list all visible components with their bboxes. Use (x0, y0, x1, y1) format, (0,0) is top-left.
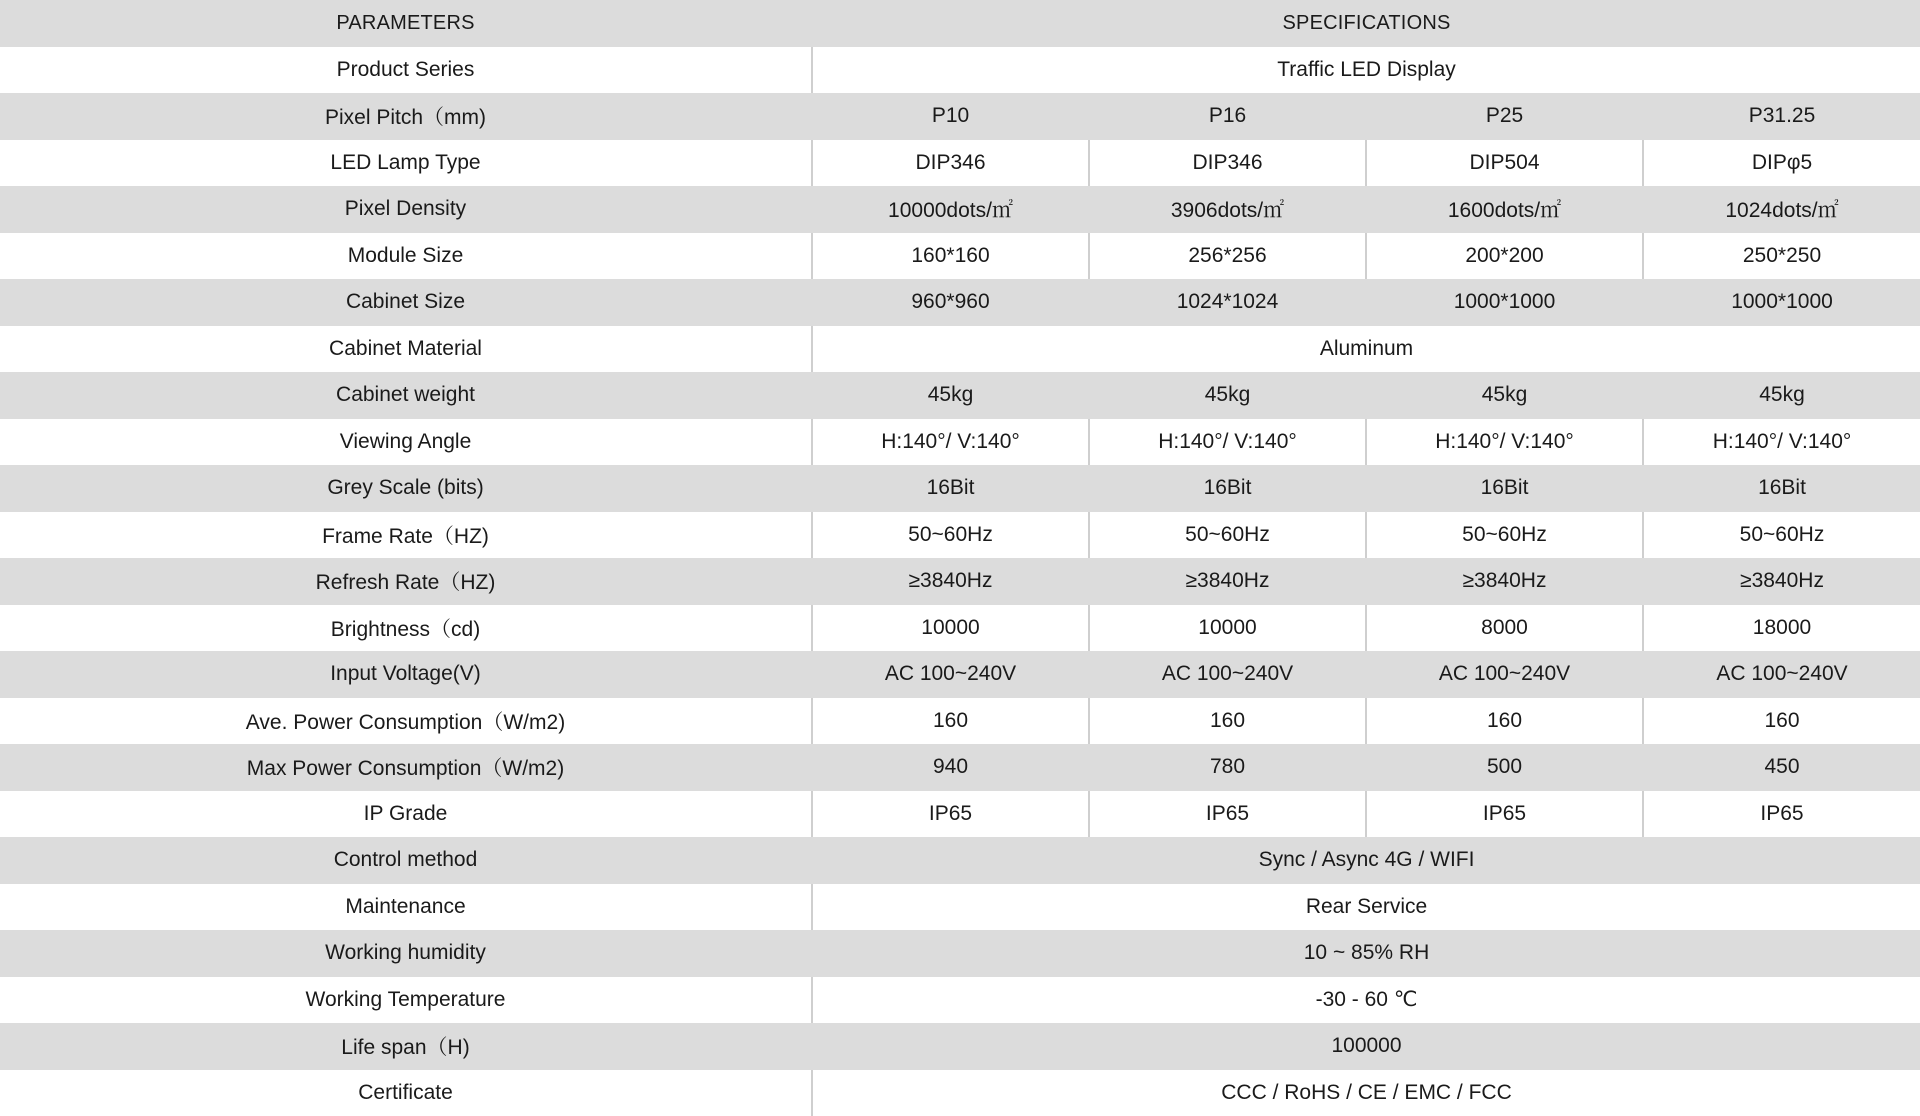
spec-value-cell: AC 100~240V (1643, 651, 1920, 698)
spec-value-cell: H:140°/ V:140° (1366, 419, 1643, 466)
param-name-cell: Cabinet Material (0, 326, 812, 373)
spec-value-cell-merged: 10 ~ 85% RH (812, 930, 1920, 977)
param-name-cell: Working Temperature (0, 977, 812, 1024)
table-row (0, 47, 1920, 94)
spec-value-cell: 940 (812, 744, 1089, 791)
spec-value-cell: 45kg (1089, 372, 1366, 419)
spec-value-cell: H:140°/ V:140° (812, 419, 1089, 466)
spec-value-cell: 160 (1643, 698, 1920, 745)
spec-value-cell-merged: Aluminum (812, 326, 1920, 373)
spec-value-cell: DIP346 (1089, 140, 1366, 187)
table-row (0, 651, 1920, 698)
header-specifications: SPECIFICATIONS (812, 0, 1920, 47)
spec-value-cell: 1024dots/㎡ (1643, 186, 1920, 233)
spec-value-cell: 1000*1000 (1366, 279, 1643, 326)
spec-value-cell: DIP346 (812, 140, 1089, 187)
table-row (0, 93, 1920, 140)
spec-value-cell: 3906dots/㎡ (1089, 186, 1366, 233)
table-header-row (0, 0, 1920, 47)
spec-value-cell: 10000dots/㎡ (812, 186, 1089, 233)
spec-value-cell: IP65 (812, 791, 1089, 838)
spec-value-cell: AC 100~240V (812, 651, 1089, 698)
param-name-cell: Product Series (0, 47, 812, 94)
spec-value-cell: ≥3840Hz (812, 558, 1089, 605)
spec-value-cell: ≥3840Hz (1643, 558, 1920, 605)
spec-value-cell: ≥3840Hz (1089, 558, 1366, 605)
table-row (0, 279, 1920, 326)
param-name-cell: Viewing Angle (0, 419, 812, 466)
spec-value-cell: 16Bit (812, 465, 1089, 512)
spec-value-cell: 250*250 (1643, 233, 1920, 280)
spec-value-cell: P16 (1089, 93, 1366, 140)
spec-value-cell: 450 (1643, 744, 1920, 791)
header-parameters: PARAMETERS (0, 0, 812, 47)
table-row (0, 186, 1920, 233)
param-name-cell: Life span（H) (0, 1023, 812, 1070)
param-name-cell: Refresh Rate（HZ) (0, 558, 812, 605)
spec-value-cell: 16Bit (1643, 465, 1920, 512)
spec-value-cell: 160 (1366, 698, 1643, 745)
spec-value-cell: 45kg (1643, 372, 1920, 419)
param-name-cell: Pixel Pitch（mm) (0, 93, 812, 140)
table-row (0, 930, 1920, 977)
spec-value-cell: 10000 (812, 605, 1089, 652)
spec-value-cell-merged: Sync / Async 4G / WIFI (812, 837, 1920, 884)
table-row (0, 837, 1920, 884)
table-row (0, 419, 1920, 466)
spec-value-cell-merged: 100000 (812, 1023, 1920, 1070)
spec-value-cell: DIP504 (1366, 140, 1643, 187)
param-name-cell: Cabinet weight (0, 372, 812, 419)
spec-value-cell: IP65 (1366, 791, 1643, 838)
spec-value-cell: IP65 (1643, 791, 1920, 838)
param-name-cell: Control method (0, 837, 812, 884)
param-name-cell: Grey Scale (bits) (0, 465, 812, 512)
table-row (0, 977, 1920, 1024)
spec-value-cell: 960*960 (812, 279, 1089, 326)
spec-value-cell-merged: Rear Service (812, 884, 1920, 931)
spec-value-cell: H:140°/ V:140° (1089, 419, 1366, 466)
table-row (0, 1023, 1920, 1070)
spec-value-cell: DIPφ5 (1643, 140, 1920, 187)
table-row (0, 884, 1920, 931)
param-name-cell: Frame Rate（HZ) (0, 512, 812, 559)
spec-value-cell: 256*256 (1089, 233, 1366, 280)
spec-value-cell: AC 100~240V (1366, 651, 1643, 698)
table-row (0, 512, 1920, 559)
param-name-cell: Working humidity (0, 930, 812, 977)
table-row (0, 558, 1920, 605)
spec-value-cell: 160 (1089, 698, 1366, 745)
table-row (0, 372, 1920, 419)
spec-value-cell: 500 (1366, 744, 1643, 791)
spec-value-cell: 160*160 (812, 233, 1089, 280)
table-row (0, 605, 1920, 652)
param-name-cell: Maintenance (0, 884, 812, 931)
spec-value-cell: 10000 (1089, 605, 1366, 652)
spec-value-cell: 200*200 (1366, 233, 1643, 280)
spec-value-cell-merged: Traffic LED Display (812, 47, 1920, 94)
spec-value-cell: 1600dots/㎡ (1366, 186, 1643, 233)
param-name-cell: LED Lamp Type (0, 140, 812, 187)
spec-value-cell: P31.25 (1643, 93, 1920, 140)
table-row (0, 326, 1920, 373)
spec-value-cell: IP65 (1089, 791, 1366, 838)
spec-value-cell: 160 (812, 698, 1089, 745)
spec-value-cell: 50~60Hz (1089, 512, 1366, 559)
spec-value-cell: P10 (812, 93, 1089, 140)
spec-value-cell: 780 (1089, 744, 1366, 791)
param-name-cell: Pixel Density (0, 186, 812, 233)
spec-value-cell: 50~60Hz (1643, 512, 1920, 559)
spec-value-cell: P25 (1366, 93, 1643, 140)
spec-value-cell: 16Bit (1089, 465, 1366, 512)
table-row (0, 791, 1920, 838)
param-name-cell: Max Power Consumption（W/m2) (0, 744, 812, 791)
spec-value-cell: 16Bit (1366, 465, 1643, 512)
param-name-cell: Cabinet Size (0, 279, 812, 326)
spec-value-cell: 8000 (1366, 605, 1643, 652)
spec-value-cell: H:140°/ V:140° (1643, 419, 1920, 466)
param-name-cell: Input Voltage(V) (0, 651, 812, 698)
spec-value-cell: 50~60Hz (1366, 512, 1643, 559)
table-row (0, 744, 1920, 791)
spec-value-cell: 45kg (812, 372, 1089, 419)
spec-value-cell: 1024*1024 (1089, 279, 1366, 326)
spec-value-cell: AC 100~240V (1089, 651, 1366, 698)
param-name-cell: Module Size (0, 233, 812, 280)
table-row (0, 1070, 1920, 1116)
spec-value-cell-merged: CCC / RoHS / CE / EMC / FCC (812, 1070, 1920, 1116)
spec-value-cell: 1000*1000 (1643, 279, 1920, 326)
spec-value-cell: 18000 (1643, 605, 1920, 652)
param-name-cell: Certificate (0, 1070, 812, 1116)
param-name-cell: Ave. Power Consumption（W/m2) (0, 698, 812, 745)
param-name-cell: IP Grade (0, 791, 812, 838)
spec-value-cell-merged: -30 - 60 ℃ (812, 977, 1920, 1024)
spec-value-cell: ≥3840Hz (1366, 558, 1643, 605)
table-row (0, 140, 1920, 187)
table-row (0, 465, 1920, 512)
spec-value-cell: 45kg (1366, 372, 1643, 419)
table-row (0, 698, 1920, 745)
param-name-cell: Brightness（cd) (0, 605, 812, 652)
spec-value-cell: 50~60Hz (812, 512, 1089, 559)
table-row (0, 233, 1920, 280)
